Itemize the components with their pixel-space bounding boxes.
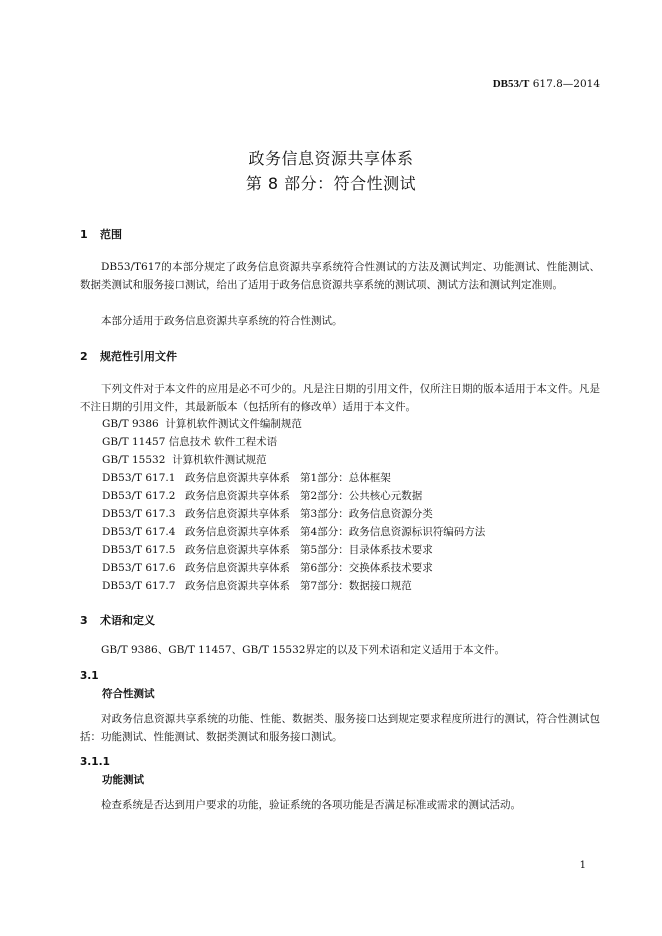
- section-3-intro: GB/T 9386、GB/T 11457、GB/T 15532界定的以及下列术语和定义适用于本文件。: [101, 644, 505, 656]
- local-reference-item: DB53/T 617.7 政务信息资源共享体系 第7部分：数据接口规范: [102, 580, 412, 592]
- standard-prefix: DB53/T: [492, 78, 530, 90]
- page-number: 1: [579, 860, 586, 871]
- section-2-intro: 下列文件对于本文件的应用是必不可少的。凡是注日期的引用文件，仅所注日期的版本适用于本文件。凡是不注日期的引用文件，其最新版本（包括所有的修改单）适用于本文件。: [80, 383, 600, 413]
- reference-item: GB/T 15532 计算机软件测试规范: [102, 454, 267, 466]
- section-3-title: 术语和定义: [100, 614, 155, 627]
- subsection-3-1-number: 3.1: [80, 670, 99, 682]
- local-reference-item: DB53/T 617.4 政务信息资源共享体系 第4部分：政务信息资源标识符编码方法: [102, 526, 486, 538]
- local-reference-item: DB53/T 617.6 政务信息资源共享体系 第6部分：交换体系技术要求: [102, 562, 433, 574]
- local-reference-item: DB53/T 617.2 政务信息资源共享体系 第2部分：公共核心元数据: [102, 490, 423, 502]
- term-conformance-testing: 符合性测试: [102, 688, 155, 700]
- term-functional-testing-definition: 检查系统是否达到用户要求的功能，验证系统的各项功能是否满足标准或需求的测试活动。: [101, 799, 521, 811]
- section-1-paragraph-1: DB53/T617的本部分规定了政务信息资源共享系统符合性测试的方法及测试判定、功能测试、性能测试、数据类测试和服务接口测试，给出了适用于政务信息资源共享系统的测试项、测试方法和测试判定准则。: [80, 261, 600, 291]
- section-2-title: 规范性引用文件: [100, 350, 177, 363]
- section-1-paragraph-2: 本部分适用于政务信息资源共享系统的符合性测试。: [101, 315, 343, 327]
- reference-item: GB/T 9386 计算机软件测试文件编制规范: [102, 418, 302, 430]
- section-3-heading: [80, 612, 155, 628]
- section-1-number: 1: [80, 228, 88, 241]
- section-1-title: 范围: [100, 228, 122, 241]
- subsection-3-1-1-number: 3.1.1: [80, 756, 110, 768]
- section-2-heading: [80, 348, 177, 364]
- section-1-heading: [80, 226, 122, 242]
- local-reference-item: DB53/T 617.3 政务信息资源共享体系 第3部分：政务信息资源分类: [102, 508, 433, 520]
- local-reference-item: DB53/T 617.1 政务信息资源共享体系 第1部分：总体框架: [102, 472, 391, 484]
- reference-item: GB/T 11457 信息技术 软件工程术语: [102, 436, 278, 448]
- section-2-number: 2: [80, 350, 88, 363]
- standard-code: [493, 78, 600, 90]
- section-3-number: 3: [80, 614, 88, 627]
- term-conformance-testing-definition: 对政务信息资源共享系统的功能、性能、数据类、服务接口达到规定要求程度所进行的测试，符合性测试包括：功能测试、性能测试、数据类测试和服务接口测试。: [80, 713, 600, 743]
- local-reference-item: DB53/T 617.5 政务信息资源共享体系 第5部分：目录体系技术要求: [102, 544, 433, 556]
- document-title: 政务信息资源共享体系: [248, 149, 414, 168]
- document-subtitle: 第 8 部分：符合性测试: [245, 174, 417, 193]
- standard-number: 617.8—2014: [529, 78, 600, 90]
- term-functional-testing: 功能测试: [102, 774, 144, 786]
